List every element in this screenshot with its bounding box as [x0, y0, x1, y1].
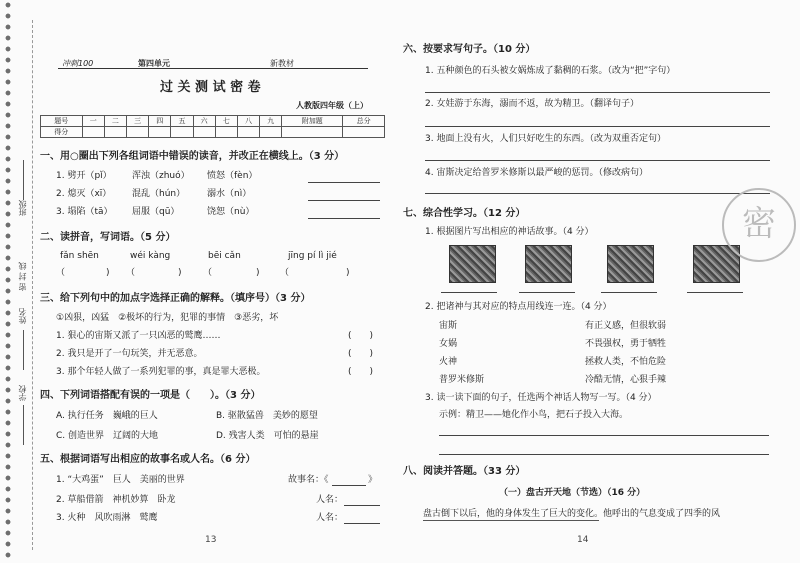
s7-example: 示例：精卫——她化作小鸟，把石子投入大海。	[439, 410, 629, 420]
table-cell: 五	[171, 116, 193, 127]
answer-paren[interactable]: ( )	[348, 349, 374, 359]
option-a: A. 执行任务 巍峨的巨人	[56, 411, 158, 421]
god-name[interactable]: 女娲	[439, 339, 458, 349]
story-name-close: 》	[368, 475, 378, 485]
score-cell[interactable]	[260, 127, 282, 138]
table-cell: 二	[104, 116, 126, 127]
table-cell: 七	[215, 116, 237, 127]
god-name[interactable]: 宙斯	[439, 321, 458, 331]
score-cell[interactable]	[193, 127, 215, 138]
s1-word: 混乱（hún）	[132, 189, 186, 199]
s6-item: 2. 女娃游于东海，溺而不返，故为精卫。（翻译句子）	[425, 99, 639, 109]
score-cell[interactable]	[104, 127, 126, 138]
edition-label: 新教材	[270, 59, 294, 68]
answer-line[interactable]	[308, 218, 380, 219]
paren-close: )	[256, 268, 260, 278]
s1-word: 饶恕（nù）	[207, 207, 255, 217]
page-number-right: 14	[577, 535, 589, 545]
score-cell[interactable]	[237, 127, 259, 138]
section4-heading: 四、下列词语搭配有误的一项是（ ）。（3 分）	[40, 390, 261, 401]
s7-question: 2. 把诸神与其对应的特点用线连一连。（4 分）	[425, 302, 612, 312]
section6-heading: 六、按要求写句子。（10 分）	[403, 44, 536, 55]
section7-heading: 七、综合性学习。（12 分）	[403, 208, 526, 219]
s1-word: 愤怒（fèn）	[207, 171, 258, 181]
table-cell: 八	[237, 116, 259, 127]
page-number-left: 13	[205, 535, 217, 545]
s1-word: 溺水（nì）	[207, 189, 252, 199]
s6-item: 3. 地面上没有火，人们只好吃生的东西。（改为双重否定句）	[425, 134, 666, 144]
myth-picture	[607, 245, 654, 283]
option-d: D. 残害人类 可怕的悬崖	[216, 431, 319, 441]
table-cell: 一	[82, 116, 104, 127]
score-table-row	[41, 127, 385, 138]
answer-line[interactable]	[439, 454, 769, 455]
passage-subtitle: （一）盘古开天地（节选）（16 分）	[499, 488, 646, 498]
god-trait[interactable]: 拯救人类，不怕危险	[585, 357, 667, 367]
school-label: 学校	[18, 385, 27, 401]
answer-line[interactable]	[425, 160, 770, 161]
pinyin-text: wéi kàng	[130, 251, 171, 261]
answer-line[interactable]	[332, 485, 366, 486]
god-name[interactable]: 火神	[439, 357, 458, 367]
s3-options: ①凶狠，凶猛 ②极坏的行为，犯罪的事情 ③恶劣，坏	[56, 313, 279, 323]
score-cell[interactable]	[82, 127, 104, 138]
secret-stamp: 密	[722, 188, 796, 262]
section2-heading: 二、读拼音，写词语。（5 分）	[40, 232, 176, 243]
paren-open: （	[126, 268, 136, 278]
paren-open: （	[56, 268, 66, 278]
unit-label: 第四单元	[138, 59, 170, 68]
section1-heading: 一、用○圈出下列各组词语中错误的读音，并改正在横线上。（3 分）	[40, 151, 345, 162]
story-name-label: 故事名：《	[288, 475, 329, 485]
section3-heading: 三、给下列句中的加点字选择正确的解释。（填序号）（3 分）	[40, 293, 311, 304]
section8-heading: 八、阅读并答题。（33 分）	[403, 466, 526, 477]
answer-line[interactable]	[441, 292, 497, 293]
table-cell: 总分	[343, 116, 385, 127]
answer-line[interactable]	[425, 92, 770, 93]
person-name-label: 人名：	[316, 513, 344, 523]
class-line	[23, 160, 24, 200]
table-cell: 附加题	[282, 116, 343, 127]
answer-line[interactable]	[425, 126, 770, 127]
seal-label: 密 封 线	[18, 262, 27, 292]
school-line	[23, 405, 24, 445]
pinyin-text: jīng pí lì jié	[288, 251, 337, 261]
paren-close: )	[178, 268, 182, 278]
myth-picture	[525, 245, 572, 283]
score-table	[40, 115, 385, 138]
myth-picture	[449, 245, 496, 283]
s5-row: 1. “大鸡蛋” 巨人 美丽的世界	[56, 475, 185, 485]
paren-close: )	[106, 268, 110, 278]
passage-text: 盘古倒下以后，他的身体发生了巨大的变化。他呼出的气息变成了四季的风	[423, 509, 721, 519]
table-cell: 三	[126, 116, 148, 127]
s5-row: 3. 火种 风吹雨淋 鹫鹰	[56, 513, 158, 523]
passage-underline	[423, 520, 599, 521]
god-trait[interactable]: 冷酷无情，心狠手辣	[585, 375, 667, 385]
answer-line[interactable]	[439, 435, 769, 436]
option-c: C. 创造世界 辽阔的大地	[56, 431, 159, 441]
name-label: 姓名	[18, 308, 27, 324]
paren-open: （	[203, 268, 213, 278]
grade-label: 人教版四年级（上）	[296, 101, 368, 110]
answer-line[interactable]	[601, 292, 657, 293]
pinyin-text: fǎn shēn	[60, 251, 99, 261]
pinyin-text: bēi cǎn	[208, 251, 241, 261]
answer-line[interactable]	[308, 200, 380, 201]
score-cell[interactable]	[343, 127, 385, 138]
answer-line[interactable]	[344, 523, 380, 524]
table-cell: 九	[260, 116, 282, 127]
s6-item: 4. 宙斯决定给普罗米修斯以最严峻的惩罚。（修改病句）	[425, 168, 648, 178]
score-table-row	[41, 116, 385, 127]
s1-word: 2. 熄灭（xī）	[56, 189, 112, 199]
s3-item: 1. 狠心的宙斯又派了一只凶恶的鹫鹰……	[56, 331, 221, 341]
person-name-label: 人名：	[316, 495, 344, 505]
paren-close: )	[346, 268, 350, 278]
paren-open: （	[280, 268, 290, 278]
exam-title: 过 关 测 试 密 卷	[160, 80, 261, 95]
score-cell[interactable]	[126, 127, 148, 138]
s1-word: 1. 劈开（pǐ）	[56, 171, 112, 181]
section5-heading: 五、根据词语写出相应的故事名或人名。（6 分）	[40, 454, 256, 465]
s7-question: 3. 读一读下面的句子，任选两个神话人物写一写。（4 分）	[425, 393, 657, 403]
god-trait[interactable]: 不畏强权，勇于牺牲	[585, 339, 667, 349]
score-cell[interactable]	[215, 127, 237, 138]
header-rule	[58, 68, 368, 69]
s1-word: 3. 塌陷（tā）	[56, 207, 113, 217]
s1-word: 浑浊（zhuó）	[132, 171, 190, 181]
s6-item: 1. 五种颜色的石头被女娲炼成了黏稠的石浆。（改为“把”字句）	[425, 66, 676, 76]
option-b: B. 驱散猛兽 美妙的愿望	[216, 411, 318, 421]
score-cell[interactable]	[282, 127, 343, 138]
table-cell: 六	[193, 116, 215, 127]
god-trait[interactable]: 有正义感，但很软弱	[585, 321, 667, 331]
s7-question: 1. 根据图片写出相应的神话故事。（4 分）	[425, 227, 594, 237]
s3-item: 3. 那个年轻人做了一系列犯罪的事，真是罪大恶极。	[56, 367, 266, 377]
class-label: 班级	[18, 200, 27, 216]
score-cell[interactable]	[171, 127, 193, 138]
name-line	[23, 330, 24, 370]
answer-line[interactable]	[308, 182, 380, 183]
table-cell: 得分	[41, 127, 83, 138]
answer-line[interactable]	[344, 505, 380, 506]
answer-paren[interactable]: ( )	[348, 367, 374, 377]
answer-line[interactable]	[519, 292, 575, 293]
god-name[interactable]: 普罗米修斯	[439, 375, 485, 385]
answer-line[interactable]	[687, 292, 743, 293]
score-cell[interactable]	[149, 127, 171, 138]
seal-dashed-line	[32, 20, 33, 550]
s1-word: 屈服（qū）	[132, 207, 180, 217]
brand-label: 冲刺100	[62, 59, 94, 68]
answer-line[interactable]	[425, 193, 770, 194]
binding-margin	[0, 0, 38, 563]
s5-row: 2. 草船借箭 神机妙算 卧龙	[56, 495, 176, 505]
answer-paren[interactable]: ( )	[348, 331, 374, 341]
table-cell: 题号	[41, 116, 83, 127]
binding-holes	[3, 0, 13, 563]
table-cell: 四	[149, 116, 171, 127]
s3-item: 2. 我只是开了一句玩笑，并无恶意。	[56, 349, 203, 359]
